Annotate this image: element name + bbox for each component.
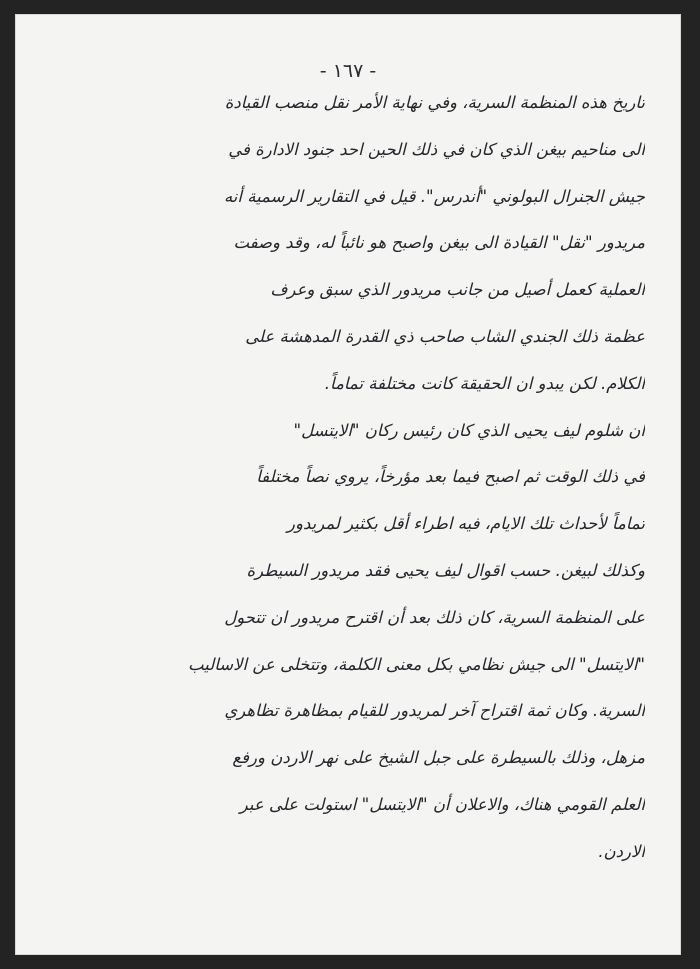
- text-line: الاردن.: [598, 841, 645, 861]
- text-line: تماماً لأحداث تلك الايام، فيه اطراء أقل بكثير لمريدور: [287, 514, 645, 534]
- text-line: عظمة ذلك الجندي الشاب صاحب ذي القدرة المدهشة على: [245, 326, 645, 346]
- text-line: الكلام. لكن يبدو ان الحقيقة كانت مختلفة تماماً.: [324, 373, 645, 393]
- page-number: - ١٦٧ -: [319, 60, 377, 82]
- text-line: على المنظمة السرية، كان ذلك بعد أن اقترح مريدور ان تتحول: [224, 607, 645, 627]
- text-line: العلم القومي هناك، والاعلان أن "الايتسل" استولت على عبر: [239, 794, 645, 814]
- text-line: ان شلوم ليف يحيى الذي كان رئيس ركان "الايتسل": [293, 420, 645, 440]
- handwritten-text-body: [47, 80, 645, 876]
- text-line: السرية. وكان ثمة اقتراح آخر لمريدور للقيام بمظاهرة تظاهري: [224, 701, 645, 721]
- text-line: العملية كعمل أصيل من جانب مريدور الذي سبق وعرف: [270, 280, 645, 300]
- text-line: تاريخ هذه المنظمة السرية، وفي نهاية الأمر نقل منصب القيادة: [224, 93, 645, 112]
- text-line: وكذلك لبيغن. حسب اقوال ليف يحيى فقد مريدور السيطرة: [246, 560, 645, 580]
- text-line: مريدور "نقل" القيادة الى بيغن واصبح هو نائباً له، وقد وصفت: [233, 233, 645, 253]
- text-line: "الايتسل" الى جيش نظامي بكل معنى الكلمة، وتتخلى عن الاساليب: [188, 654, 645, 674]
- text-line: الى مناحيم بيغن الذي كان في ذلك الحين احد جنود الادارة في: [228, 139, 645, 159]
- text-line: جيش الجنرال البولوني "أندرس". قيل في التقارير الرسمية أنه: [223, 186, 645, 206]
- text-line: مزهل، وذلك بالسيطرة على جبل الشيخ على نهر الاردن ورفع: [232, 748, 645, 768]
- manuscript-page: [15, 14, 681, 955]
- text-line: في ذلك الوقت ثم اصبح فيما بعد مؤرخاً، يروي نصاً مختلفاً: [256, 467, 645, 487]
